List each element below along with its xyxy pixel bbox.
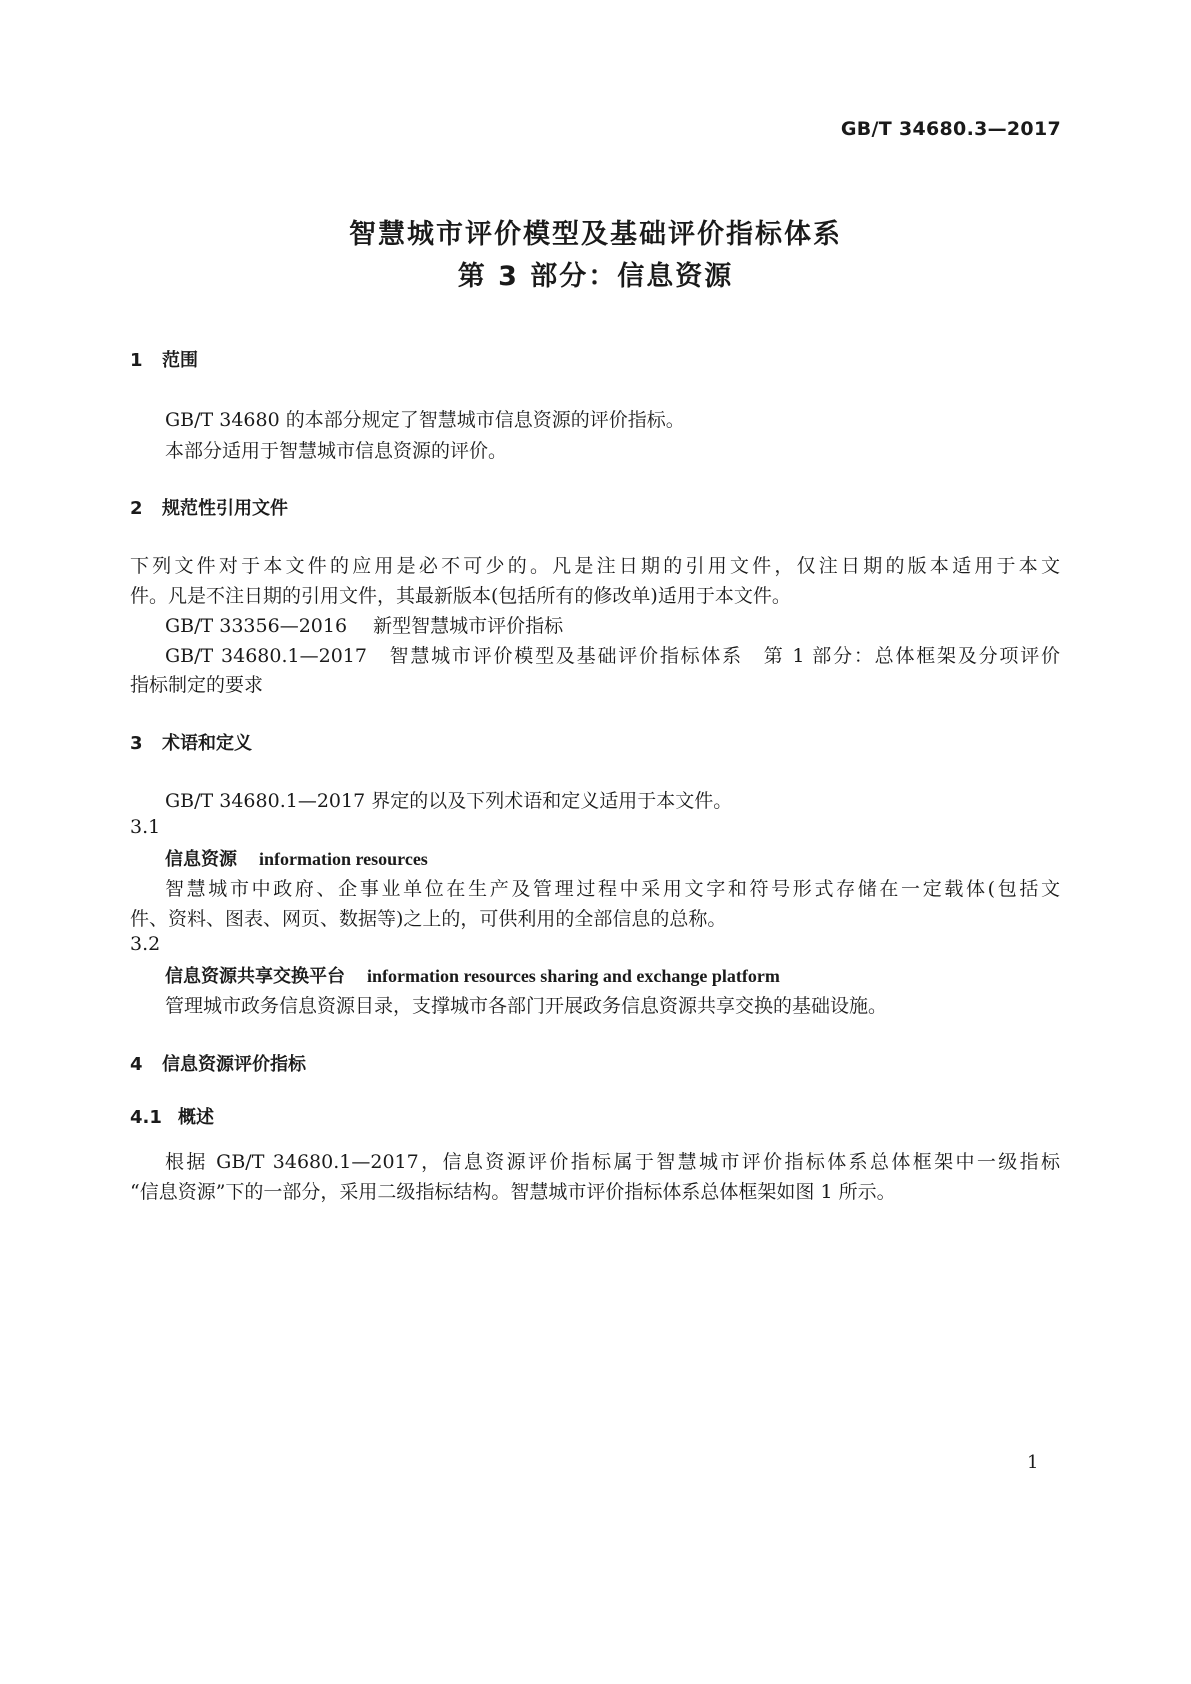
term-zh: 信息资源共享交换平台 (165, 966, 345, 987)
page-number: 1 (1027, 1452, 1039, 1473)
section-1-heading (130, 346, 198, 372)
term-3-1-definition-line-2: 件、资料、图表、网页、数据等)之上的，可供利用的全部信息的总称。 (130, 908, 727, 930)
document-title: 智慧城市评价模型及基础评价指标体系 (349, 219, 842, 250)
section-number: 2 (130, 498, 143, 519)
scope-paragraph-2: 本部分适用于智慧城市信息资源的评价。 (165, 440, 508, 462)
term-3-1-definition-line-1: 智慧城市中政府、企事业单位在生产及管理过程中采用文字和符号形式存储在一定载体(包括文 (165, 878, 1060, 900)
term-3-2-number: 3.2 (130, 933, 161, 955)
reference-item-1 (165, 611, 563, 638)
section-number: 3 (130, 733, 143, 754)
section-title: 术语和定义 (162, 733, 252, 754)
term-en: information resources sharing and exchange platform (367, 966, 780, 986)
subsection-title: 概述 (178, 1107, 214, 1128)
term-en: information resources (259, 849, 428, 869)
standard-number: GB/T 34680.3—2017 (840, 118, 1061, 140)
overview-paragraph-line-2: “信息资源”下的一部分，采用二级指标结构。智慧城市评价指标体系总体框架如图 1 所示。 (130, 1181, 896, 1203)
section-title: 信息资源评价指标 (162, 1054, 306, 1075)
terms-intro: GB/T 34680.1—2017 界定的以及下列术语和定义适用于本文件。 (165, 790, 733, 812)
section-2-heading (130, 494, 288, 520)
reference-title: 新型智慧城市评价指标 (373, 615, 564, 637)
term-3-2-definition: 管理城市政务信息资源目录，支撑城市各部门开展政务信息资源共享交换的基础设施。 (165, 995, 888, 1017)
subsection-number: 4.1 (130, 1107, 162, 1128)
reference-item-2-line-2: 指标制定的要求 (130, 674, 264, 696)
term-zh: 信息资源 (165, 849, 237, 870)
section-number: 4 (130, 1054, 143, 1075)
term-3-1-heading (165, 845, 428, 871)
section-3-heading (130, 729, 252, 755)
normative-intro-line-2: 件。凡是不注日期的引用文件，其最新版本(包括所有的修改单)适用于本文件。 (130, 585, 791, 607)
section-number: 1 (130, 350, 143, 371)
document-subtitle: 第 3 部分：信息资源 (457, 261, 734, 292)
section-title: 范围 (162, 350, 198, 371)
term-3-1-number: 3.1 (130, 816, 161, 838)
normative-intro-line-1: 下列文件对于本文件的应用是必不可少的。凡是注日期的引用文件，仅注日期的版本适用于本文 (130, 555, 1060, 577)
term-3-2-heading (165, 962, 780, 988)
section-4-heading (130, 1050, 306, 1076)
section-title: 规范性引用文件 (162, 498, 288, 519)
reference-code: GB/T 33356—2016 (165, 615, 348, 637)
scope-paragraph-1: GB/T 34680 的本部分规定了智慧城市信息资源的评价指标。 (165, 409, 685, 431)
overview-paragraph-line-1: 根据 GB/T 34680.1—2017，信息资源评价指标属于智慧城市评价指标体系总体框架中一级指标 (165, 1151, 1060, 1173)
reference-item-2-line-1: GB/T 34680.1—2017 智慧城市评价模型及基础评价指标体系 第 1 部分：总体框架及分项评价 (165, 645, 1060, 667)
subsection-4-1-heading (130, 1103, 214, 1129)
